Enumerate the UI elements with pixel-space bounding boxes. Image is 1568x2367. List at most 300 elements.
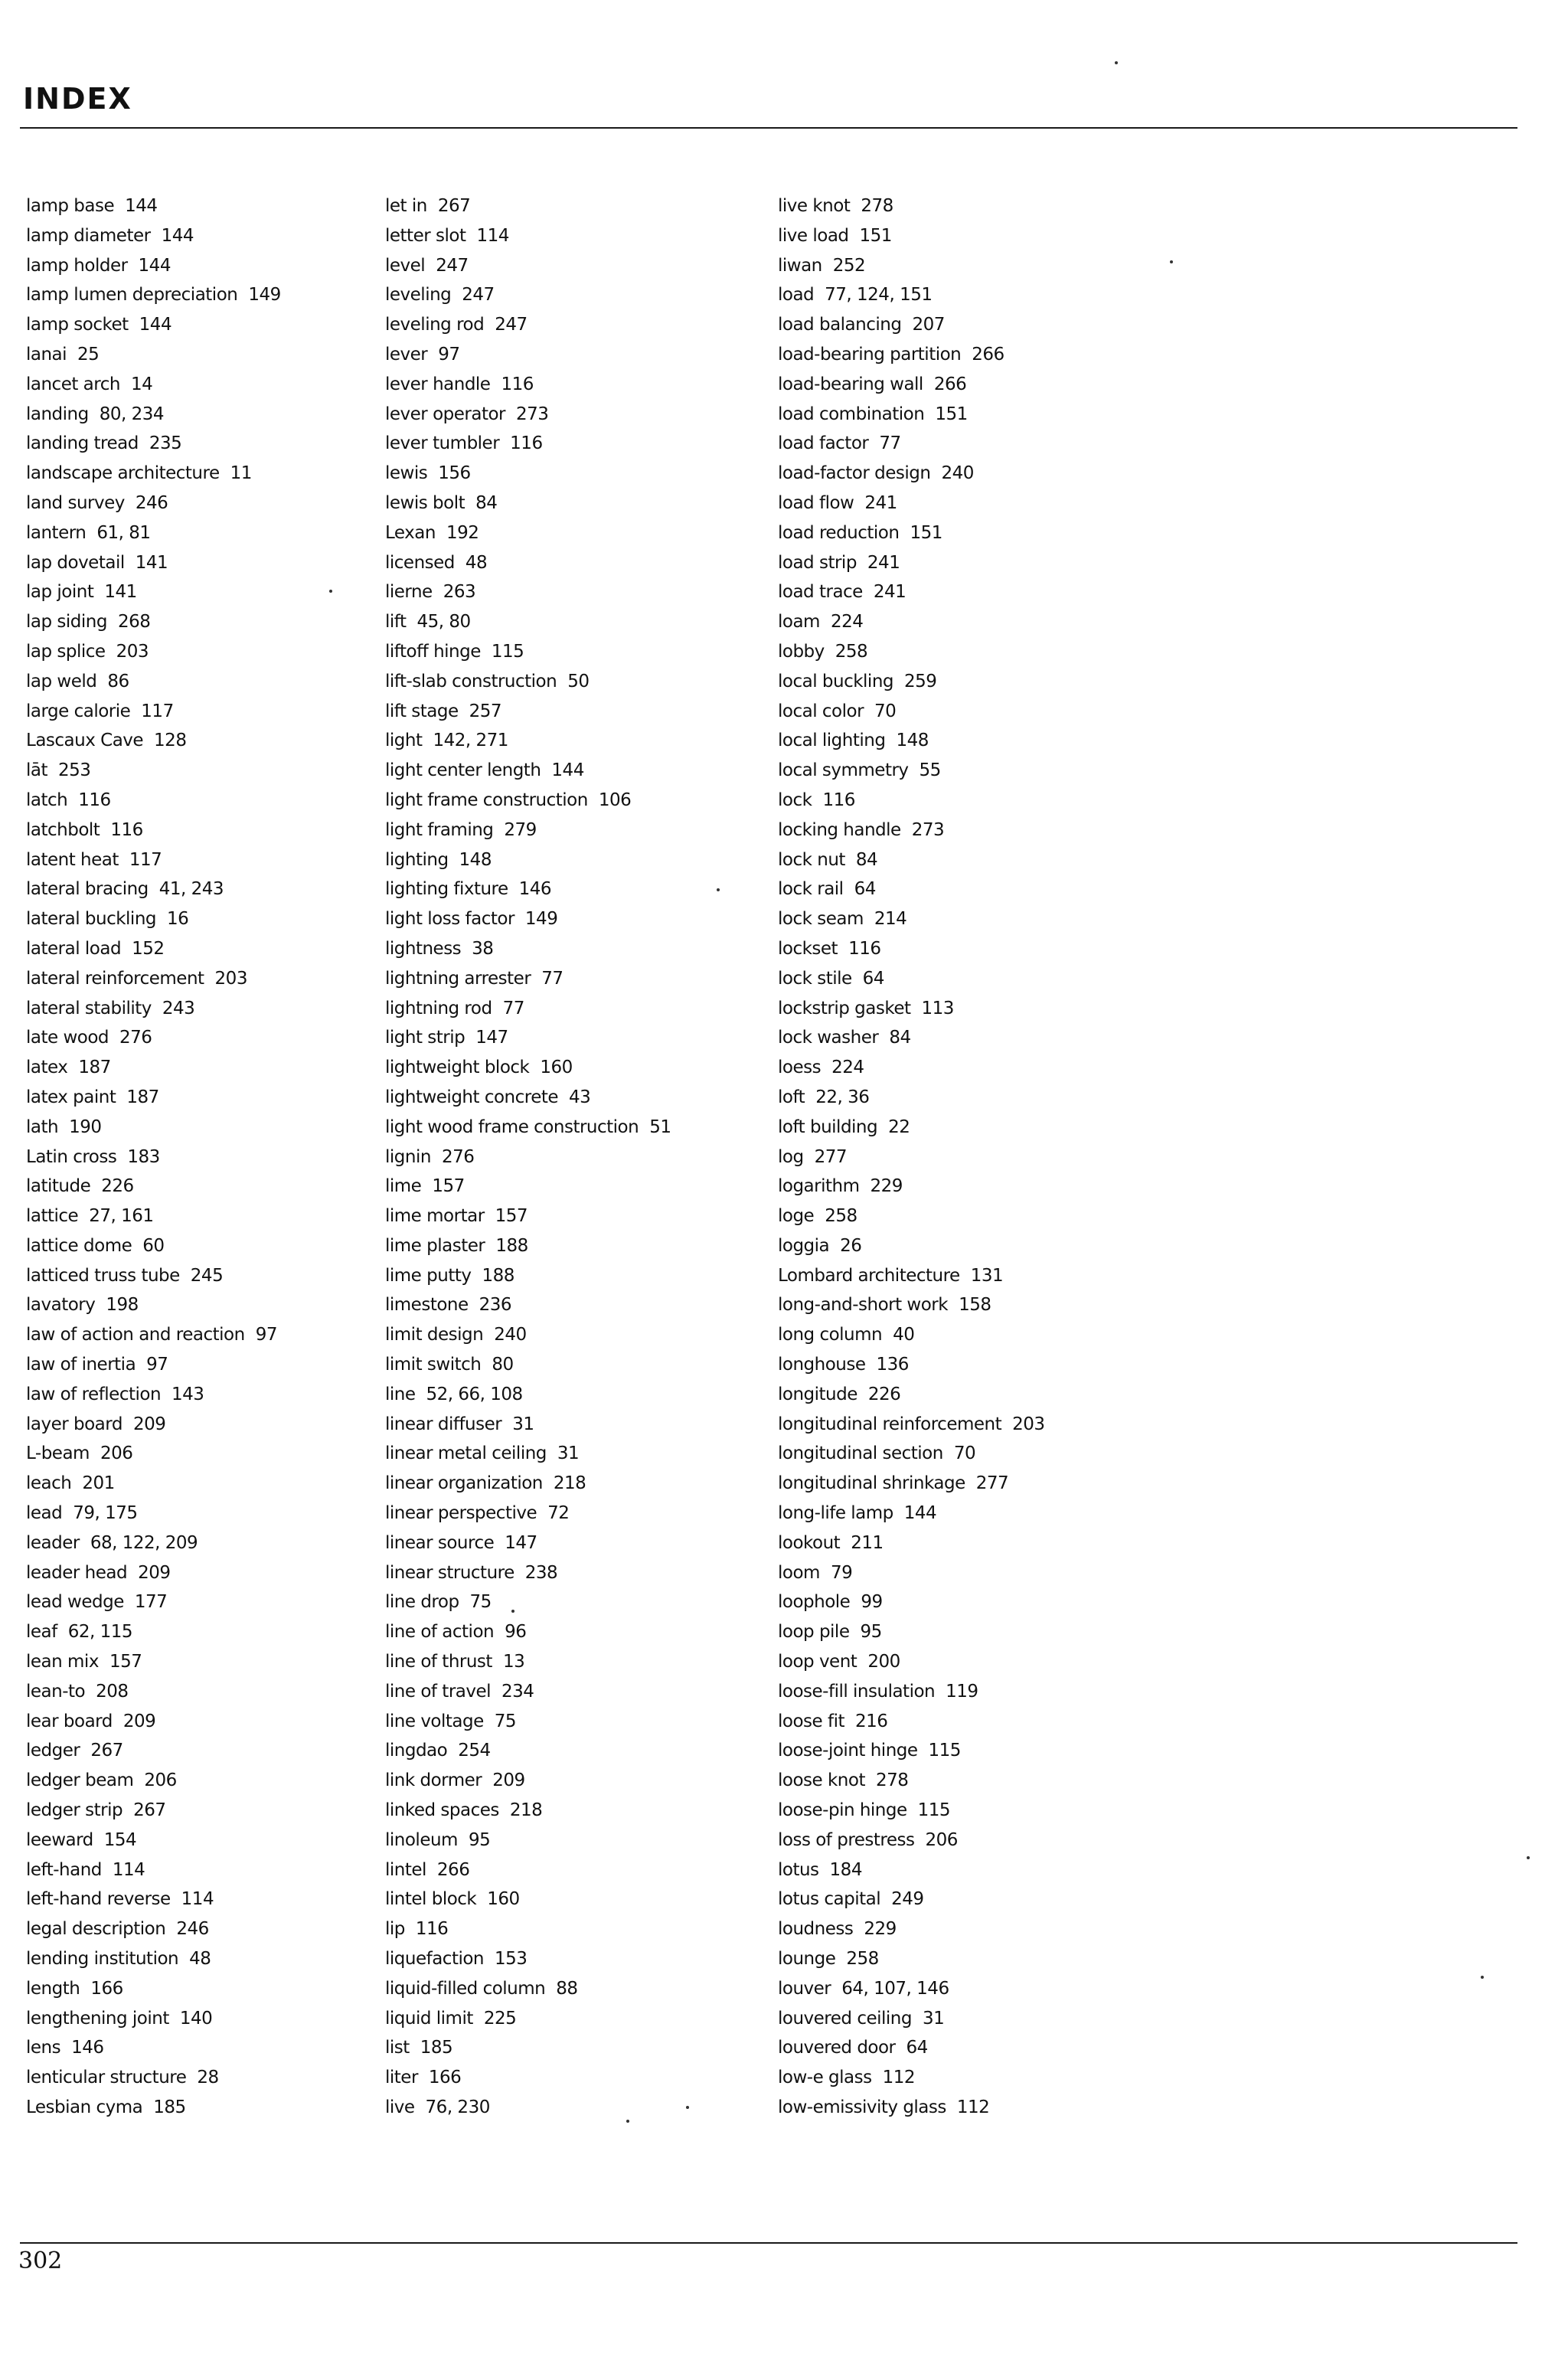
index-term: leader head [26,1562,128,1583]
index-page-refs: 45, 80 [416,612,471,633]
index-term: long-and-short work [778,1295,949,1316]
index-term: load flow [778,492,854,513]
index-entry [385,1231,671,1261]
index-entry [26,1083,281,1113]
index-page-refs: 148 [896,731,929,751]
index-term: loop pile [778,1622,850,1643]
index-entry [385,1350,671,1380]
index-page-refs: 115 [917,1800,951,1821]
index-term: Lesbian cyma [26,2097,143,2117]
scan-speck [1527,1856,1530,1859]
index-term: lightweight concrete [385,1087,559,1107]
index-page-refs: 166 [428,2068,462,2088]
index-page-refs: 245 [190,1265,224,1286]
index-term: law of inertia [26,1355,136,1375]
index-entry [26,1143,281,1172]
index-entry [385,1380,671,1410]
index-entry [385,1439,671,1469]
index-entry [26,1350,281,1380]
index-page-refs: 48 [465,552,488,573]
index-page-refs: 43 [569,1087,591,1107]
index-term: lamp holder [26,255,128,276]
index-entry [385,1320,671,1350]
index-page-refs: 268 [117,612,151,633]
index-entry [778,1826,1045,1855]
index-page-refs: 151 [910,522,942,543]
index-term: light [385,731,423,751]
index-entry [26,1053,281,1083]
index-page-refs: 64 [906,2038,928,2058]
index-term: line drop [385,1592,459,1613]
index-entry [385,1558,671,1588]
header-rule [20,127,1517,129]
index-entry [385,726,671,756]
index-term: ledger beam [26,1770,134,1791]
index-term: longitudinal reinforcement [778,1414,1002,1434]
index-page-refs: 97 [146,1355,168,1375]
index-entry [26,1587,281,1617]
index-term: loft [778,1087,805,1107]
footer-rule [20,2242,1517,2244]
index-entry [778,2093,1045,2123]
index-term: lierne [385,582,433,603]
index-term: lean-to [26,1681,86,1702]
index-entry [778,1558,1045,1588]
index-entry [26,697,281,727]
index-page-refs: 209 [492,1770,525,1791]
index-term: loudness [778,1919,854,1940]
index-page-refs: 70 [953,1443,976,1464]
index-term: logarithm [778,1176,860,1197]
index-entry [26,1885,281,1914]
page-title: INDEX [23,82,132,116]
index-page-refs: 241 [873,582,906,603]
scan-speck [329,590,332,593]
scan-speck [1481,1976,1484,1979]
index-entry [778,1439,1045,1469]
index-entry [26,1023,281,1053]
index-page-refs: 252 [832,255,866,276]
index-page-refs: 235 [149,433,182,454]
index-term: lock stile [778,968,852,989]
index-term: law of action and reaction [26,1325,245,1345]
index-entry [778,251,1045,281]
index-entry [778,1290,1045,1320]
index-entry [385,340,671,370]
index-entry [385,816,671,845]
index-page-refs: 198 [106,1295,139,1316]
index-page-refs: 22, 36 [815,1087,870,1107]
index-term: lounge [778,1949,836,1970]
index-term: landing [26,404,89,424]
index-entry [26,2093,281,2123]
index-entry [385,429,671,459]
index-entry [778,756,1045,786]
index-entry [778,1944,1045,1974]
index-column-2 [385,191,671,2123]
index-page-refs: 117 [129,849,162,870]
index-entry [385,370,671,400]
index-page-refs: 112 [956,2097,990,2117]
index-entry [26,1826,281,1855]
index-entry [385,310,671,340]
index-term: lenticular structure [26,2068,187,2088]
index-entry [26,726,281,756]
index-entry [778,1261,1045,1291]
index-page-refs: 200 [867,1652,900,1672]
index-entry [385,1855,671,1885]
index-page-refs: 277 [975,1473,1009,1494]
index-page-refs: 187 [78,1058,111,1078]
index-term: loggia [778,1235,830,1256]
index-page-refs: 16 [167,909,189,930]
index-entry [26,1647,281,1677]
index-entry [778,1677,1045,1707]
index-page-refs: 201 [82,1473,115,1494]
index-term: lateral bracing [26,879,149,900]
index-page-refs: 258 [825,1206,858,1227]
index-term: line of travel [385,1681,492,1702]
index-entry [385,1528,671,1558]
index-term: loess [778,1058,822,1078]
index-page-refs: 61, 81 [96,522,151,543]
index-entry [26,1380,281,1410]
index-page-refs: 77, 124, 151 [825,285,933,306]
index-page-refs: 151 [859,225,892,246]
index-page-refs: 88 [556,1978,578,1999]
index-entry [385,2093,671,2123]
index-term: loft building [778,1116,878,1137]
index-page-refs: 50 [567,671,590,691]
index-entry [385,1201,671,1231]
index-page-refs: 144 [551,760,584,781]
index-page-refs: 114 [476,225,509,246]
index-entry [385,1469,671,1499]
index-term: light framing [385,819,494,840]
index-term: lending institution [26,1949,179,1970]
index-term: lantern [26,522,87,543]
index-entry [385,400,671,430]
index-page-refs: 241 [867,552,900,573]
index-term: lap siding [26,612,107,633]
index-term: lightning arrester [385,968,531,989]
index-term: light strip [385,1028,466,1048]
index-page-refs: 211 [851,1532,884,1553]
index-entry [26,1677,281,1707]
index-term: low-e glass [778,2068,872,2088]
index-page-refs: 247 [436,255,469,276]
index-term: lamp socket [26,315,129,335]
index-term: linear perspective [385,1503,537,1524]
index-page-refs: 144 [903,1503,937,1524]
index-term: leveling [385,285,452,306]
index-term: Lombard architecture [778,1265,960,1286]
scan-speck [1115,61,1118,64]
index-entry [385,1736,671,1766]
index-page-refs: 157 [495,1206,528,1227]
index-term: live [385,2097,415,2117]
index-entry [385,756,671,786]
index-entry [778,875,1045,904]
index-page-refs: 77 [502,998,524,1018]
index-page-refs: 266 [436,1859,470,1880]
index-term: lockset [778,938,838,959]
index-page-refs: 267 [90,1741,123,1761]
index-term: lever tumbler [385,433,500,454]
index-entry [26,429,281,459]
index-term: load-bearing wall [778,374,923,394]
index-entry [26,964,281,994]
index-entry [26,370,281,400]
index-entry [26,904,281,934]
index-entry [26,1410,281,1440]
index-page-refs: 267 [133,1800,166,1821]
index-page-refs: 99 [861,1592,883,1613]
index-term: link dormer [385,1770,482,1791]
index-term: loose-fill insulation [778,1681,936,1702]
index-term: lime putty [385,1265,472,1286]
index-page-refs: 27, 161 [89,1206,154,1227]
index-term: lever operator [385,404,505,424]
index-entry [385,964,671,994]
index-page-refs: 79, 175 [73,1503,138,1524]
index-entry [778,1350,1045,1380]
index-term: live knot [778,196,851,216]
index-entry [778,607,1045,637]
index-page-refs: 276 [119,1028,152,1048]
index-term: loss of prestress [778,1829,915,1850]
index-term: lime plaster [385,1235,485,1256]
index-page-refs: 185 [420,2038,453,2058]
index-page-refs: 278 [875,1770,909,1791]
index-page-refs: 278 [861,196,893,216]
index-entry [26,1914,281,1944]
index-entry [778,1380,1045,1410]
index-page-refs: 243 [162,998,195,1018]
index-term: leeward [26,1829,93,1850]
index-page-refs: 116 [110,819,143,840]
index-entry [26,786,281,816]
index-entry [26,1558,281,1588]
index-page-refs: 160 [487,1889,520,1910]
index-entry [778,816,1045,845]
index-term: lens [26,2038,61,2058]
index-term: layer board [26,1414,122,1434]
index-page-refs: 146 [71,2038,104,2058]
index-page-refs: 263 [443,582,476,603]
index-entry [385,667,671,697]
index-page-refs: 84 [889,1028,911,1048]
index-page-refs: 157 [109,1652,142,1672]
index-page-refs: 84 [855,849,878,870]
index-entry [778,310,1045,340]
index-term: linoleum [385,1829,458,1850]
index-page-refs: 152 [132,938,165,959]
index-term: lotus capital [778,1889,881,1910]
index-entry [778,1083,1045,1113]
index-entry [778,667,1045,697]
index-page-refs: 209 [138,1562,171,1583]
index-term: Lexan [385,522,436,543]
index-term: limit switch [385,1355,482,1375]
index-page-refs: 218 [509,1800,543,1821]
index-page-refs: 148 [459,849,492,870]
index-entry [778,904,1045,934]
index-page-refs: 14 [130,374,153,394]
index-entry [385,1885,671,1914]
index-page-refs: 225 [483,2008,517,2029]
index-page-refs: 41, 243 [158,879,224,900]
index-page-refs: 142, 271 [433,731,508,751]
index-entry [385,489,671,518]
index-term: lamp base [26,196,115,216]
index-term: local symmetry [778,760,909,781]
index-term: lift stage [385,701,459,721]
index-term: line of thrust [385,1652,492,1672]
index-term: loose fit [778,1711,844,1731]
index-page-refs: 259 [904,671,937,691]
index-page-refs: 70 [874,701,897,721]
index-term: leveling rod [385,315,485,335]
index-entry [26,1796,281,1826]
index-term: let in [385,196,427,216]
index-page-refs: 38 [472,938,494,959]
index-page-refs: 116 [78,790,111,810]
index-page-refs: 273 [911,819,945,840]
index-entry [385,1143,671,1172]
index-term: lighting [385,849,449,870]
index-term: lath [26,1116,59,1137]
index-entry [778,1914,1045,1944]
index-entry [26,1736,281,1766]
index-page-refs: 79 [830,1562,853,1583]
index-entry [385,1647,671,1677]
index-page-refs: 267 [437,196,471,216]
index-term: loam [778,612,820,633]
index-entry [385,1974,671,2004]
index-page-refs: 146 [518,879,552,900]
index-page-refs: 206 [144,1770,177,1791]
index-term: ledger [26,1741,80,1761]
index-page-refs: 76, 230 [425,2097,490,2117]
index-entry [778,1469,1045,1499]
index-term: legal description [26,1919,166,1940]
scan-speck [1170,260,1173,263]
index-page-refs: 64 [862,968,884,989]
index-entry [385,2004,671,2034]
index-entry [26,400,281,430]
index-entry [385,1587,671,1617]
index-entry [26,637,281,667]
index-entry [778,1885,1045,1914]
index-term: lingdao [385,1741,448,1761]
index-term: lignin [385,1146,431,1167]
index-term: lanai [26,344,67,365]
index-entry [778,2063,1045,2093]
index-entry [778,429,1045,459]
index-entry [778,1647,1045,1677]
index-entry [778,577,1045,607]
index-term: large calorie [26,701,131,721]
index-entry [778,1053,1045,1083]
scan-speck [626,2120,629,2123]
index-entry [26,816,281,845]
index-term: Latin cross [26,1146,117,1167]
index-page-refs: 128 [154,731,187,751]
index-term: lancet arch [26,374,120,394]
index-entry [26,280,281,310]
index-page-refs: 203 [116,641,149,662]
index-page-refs: 209 [132,1414,166,1434]
index-page-refs: 77 [541,968,564,989]
index-page-refs: 31 [922,2008,945,2029]
index-term: list [385,2038,410,2058]
index-entry [26,1469,281,1499]
index-entry [778,2004,1045,2034]
index-page-refs: 192 [446,522,479,543]
index-term: lever handle [385,374,491,394]
index-entry [385,786,671,816]
index-page-refs: 22 [888,1116,910,1137]
index-page-refs: 224 [831,1058,864,1078]
index-page-refs: 206 [925,1829,958,1850]
index-term: lean mix [26,1652,99,1672]
index-page-refs: 80 [492,1355,514,1375]
index-entry [26,548,281,578]
index-entry [26,994,281,1024]
index-page-refs: 114 [112,1859,145,1880]
index-page-refs: 13 [502,1652,525,1672]
index-entry [778,1855,1045,1885]
index-page-refs: 184 [829,1859,862,1880]
index-term: lateral reinforcement [26,968,204,989]
index-term: lamp lumen depreciation [26,285,238,306]
index-page-refs: 11 [230,463,252,484]
index-term: late wood [26,1028,109,1048]
index-page-refs: 141 [104,582,137,603]
index-entry [778,370,1045,400]
index-entry [385,459,671,489]
index-entry [385,1410,671,1440]
index-entry [26,1707,281,1737]
index-term: latitude [26,1176,91,1197]
index-page-refs: 266 [933,374,967,394]
index-column-3 [778,191,1045,2123]
index-page-refs: 52, 66, 108 [426,1384,523,1404]
index-entry [385,1677,671,1707]
index-term: left-hand [26,1859,102,1880]
index-term: load-factor design [778,463,931,484]
index-page-refs: 247 [495,315,528,335]
index-entry [385,1113,671,1143]
index-entry [385,637,671,667]
index-term: longitudinal shrinkage [778,1473,965,1494]
index-entry [385,1290,671,1320]
index-term: lock nut [778,849,845,870]
index-entry [778,1320,1045,1350]
index-page-refs: 80, 234 [99,404,165,424]
index-page-refs: 117 [141,701,174,721]
index-page-refs: 241 [864,492,897,513]
index-term: loose knot [778,1770,865,1791]
index-term: latch [26,790,68,810]
index-term: lateral stability [26,998,152,1018]
index-page-refs: 62, 115 [67,1622,133,1643]
index-page-refs: 95 [860,1622,882,1643]
index-entry [26,1439,281,1469]
index-entry [778,1499,1045,1528]
index-term: lime mortar [385,1206,485,1227]
